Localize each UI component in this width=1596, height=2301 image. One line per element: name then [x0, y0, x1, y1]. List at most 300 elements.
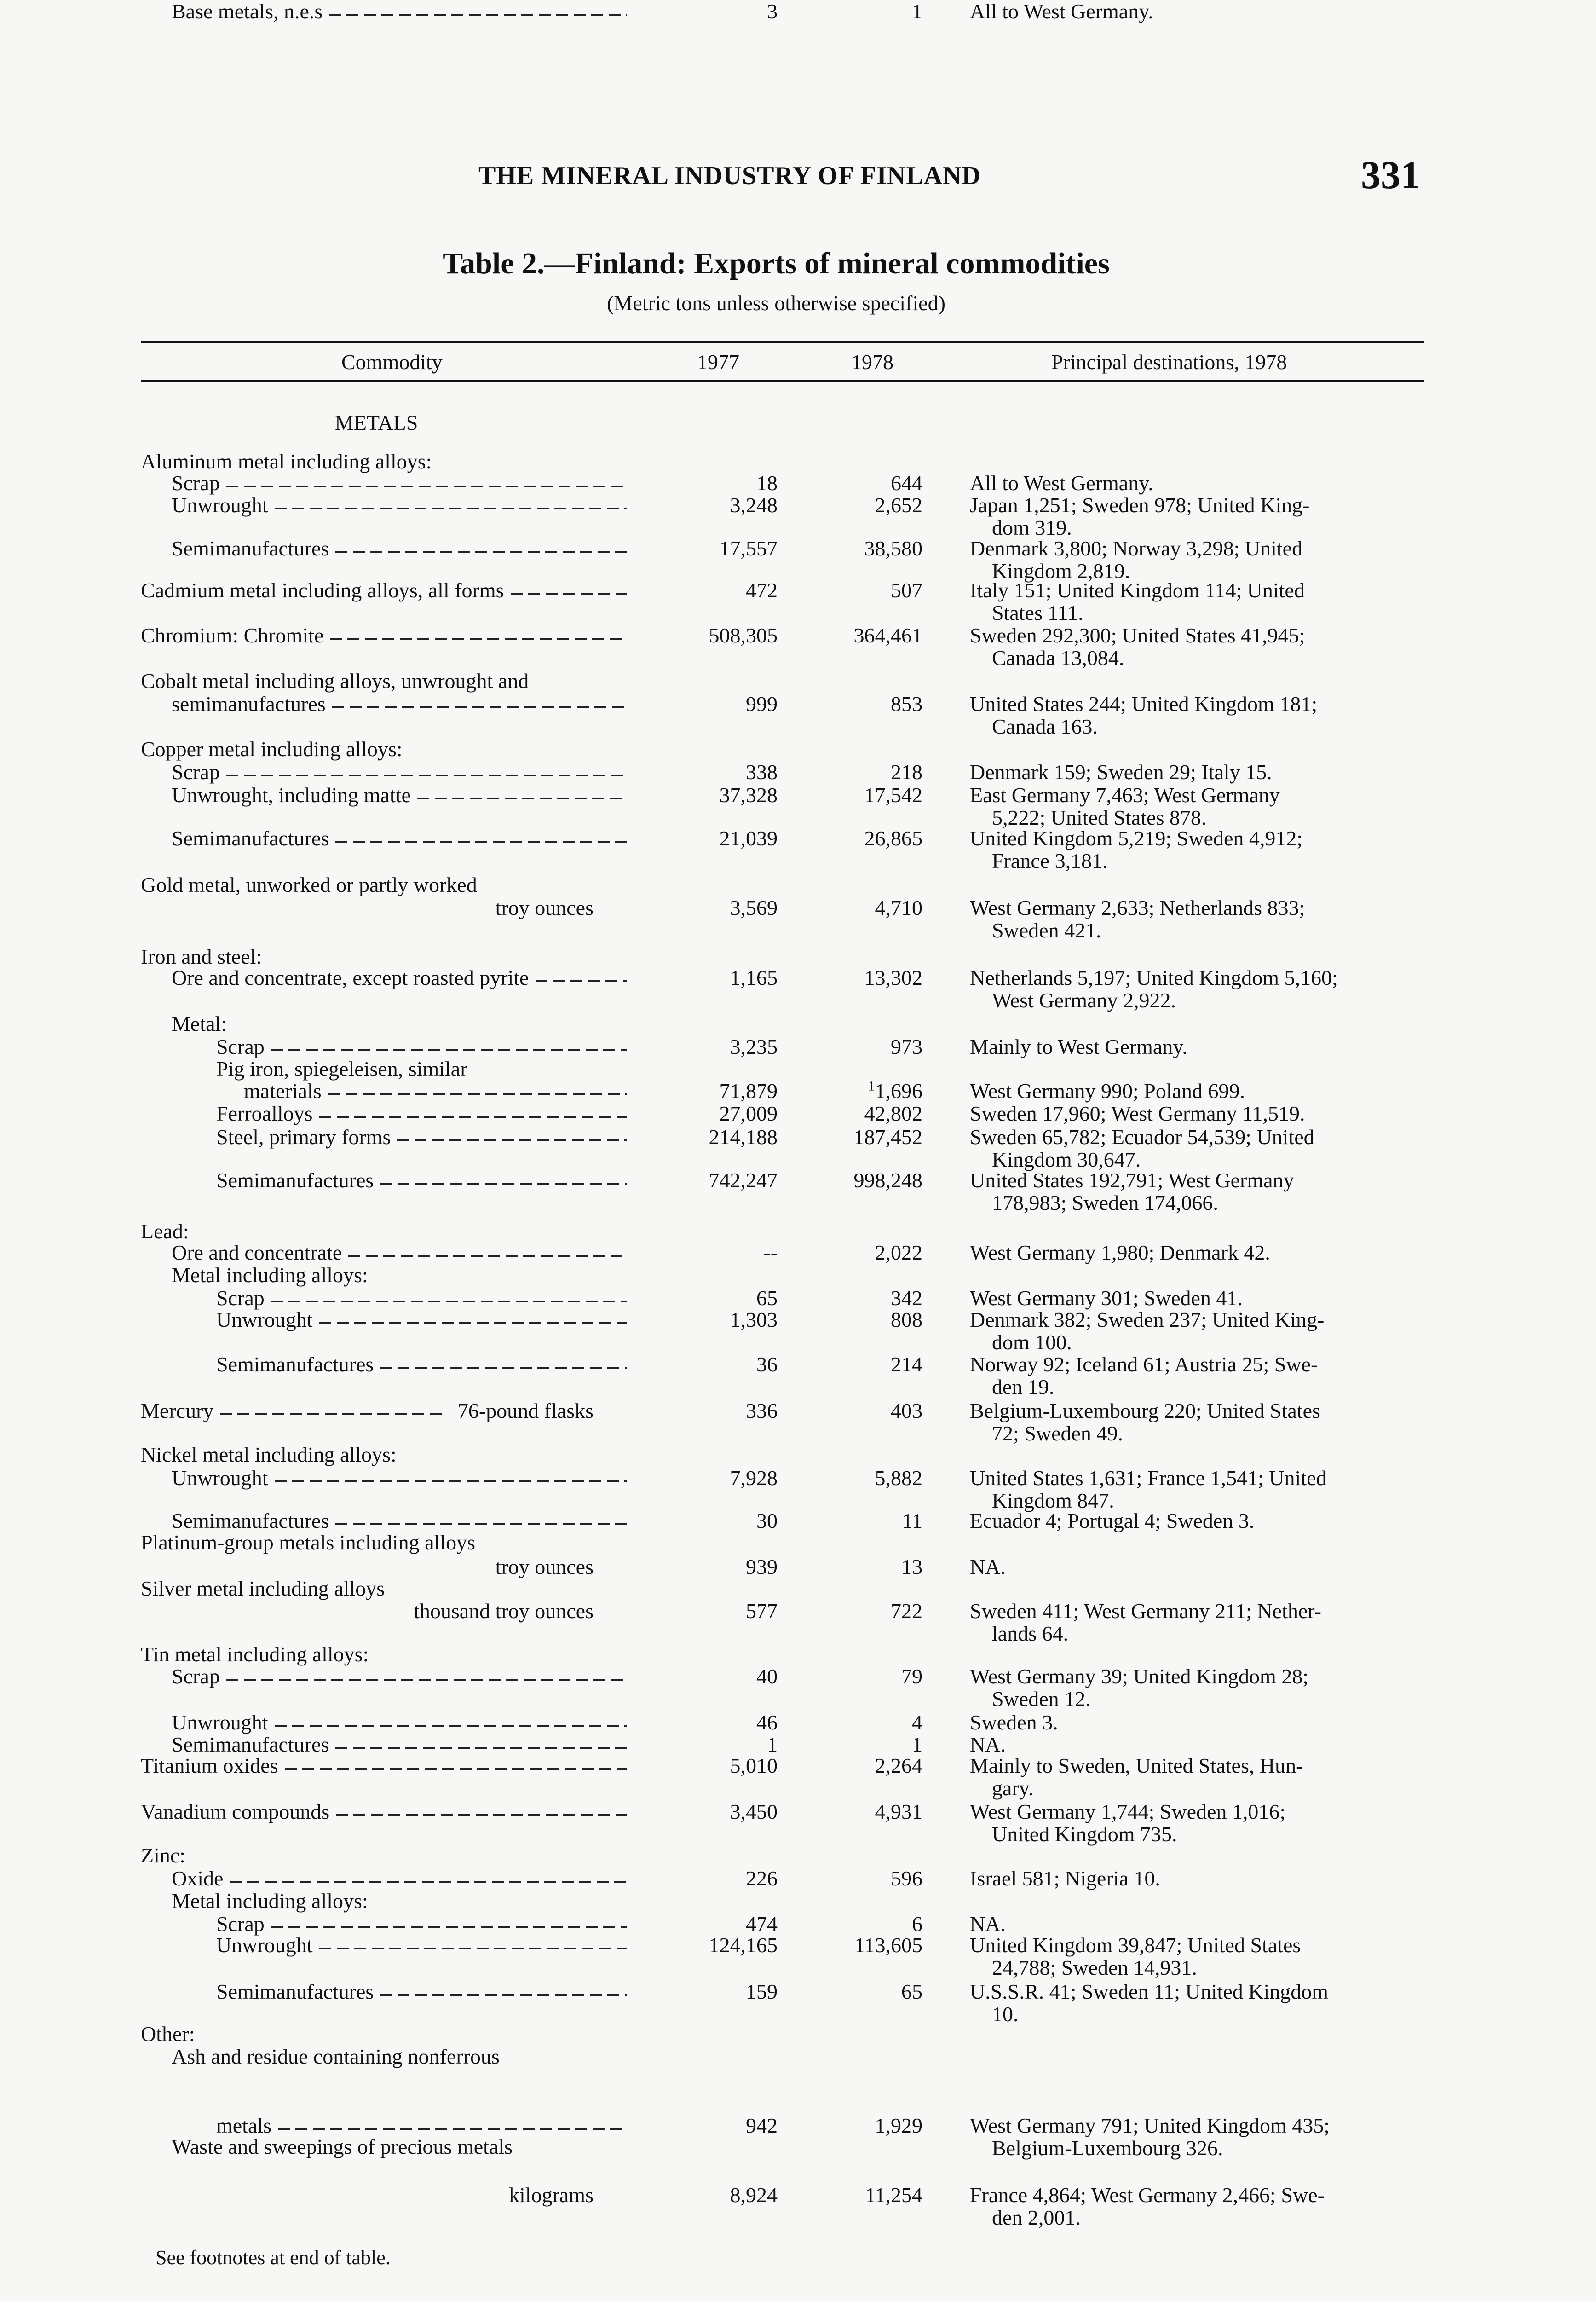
commodity-label	[172, 1890, 368, 1913]
commodity-text: Base metals, n.e.s	[172, 0, 323, 23]
table-row	[0, 1665, 1596, 1711]
destinations-line: West Germany 1,744; Sweden 1,016;	[970, 1800, 1286, 1823]
commodity-label	[141, 873, 477, 896]
table-row	[0, 1599, 1596, 1645]
unit-label: thousand troy ounces	[414, 1599, 593, 1623]
commodity-label	[172, 966, 627, 989]
value-1978: 808	[891, 1308, 922, 1331]
commodity-label	[172, 1665, 627, 1688]
value-1977: 338	[746, 760, 778, 784]
commodity-text: materials	[244, 1079, 322, 1103]
destinations-cell	[970, 1467, 1421, 1512]
destinations-line: 178,983; Sweden 174,066.	[992, 1191, 1218, 1214]
commodity-text: Iron and steel:	[141, 945, 262, 968]
commodity-label	[216, 1102, 627, 1125]
value-1977: 1,165	[730, 966, 778, 989]
table-row	[0, 1933, 1596, 1979]
commodity-text: Unwrought	[172, 493, 268, 517]
commodity-label	[141, 624, 627, 647]
value-1977: 5,010	[730, 1754, 778, 1777]
destinations-cell	[970, 1169, 1421, 1214]
leader-dots	[271, 1049, 627, 1051]
value-1977: 3,248	[730, 493, 778, 517]
value-1978: 6	[912, 1912, 922, 1936]
value-1978: 13	[901, 1555, 922, 1578]
commodity-text: semimanufactures	[172, 692, 326, 716]
value-1977: 336	[746, 1399, 778, 1422]
destinations-line: Mainly to West Germany.	[970, 1035, 1187, 1058]
leader-dots	[271, 1926, 627, 1928]
destinations-line: Sweden 292,300; United States 41,945;	[970, 624, 1305, 647]
value-1977: 474	[746, 1912, 778, 1936]
commodity-text: metals	[216, 2114, 272, 2137]
leader-dots	[275, 508, 627, 509]
destinations-line: Kingdom 847.	[992, 1489, 1114, 1512]
leader-dots	[271, 1301, 627, 1302]
leader-dots	[335, 551, 627, 553]
value-1978: 1	[912, 0, 922, 23]
destinations-line: West Germany 39; United Kingdom 28;	[970, 1665, 1309, 1688]
destinations-cell	[970, 1080, 1421, 1102]
commodity-label	[141, 1443, 397, 1466]
leader-dots	[220, 1413, 444, 1415]
commodity-text: Unwrought	[216, 1933, 313, 1957]
commodity-label	[172, 1467, 627, 1490]
destinations-line: dom 100.	[992, 1330, 1072, 1354]
destinations-line: Kingdom 30,647.	[992, 1148, 1141, 1171]
destinations-line: West Germany 2,633; Netherlands 833;	[970, 896, 1305, 919]
value-1978: 507	[891, 578, 922, 602]
unit-label: troy ounces	[495, 896, 593, 919]
destinations-line: United States 1,631; France 1,541; United	[970, 1466, 1327, 1490]
commodity-label	[172, 472, 627, 495]
commodity-text: Nickel metal including alloys:	[141, 1443, 397, 1466]
destinations-cell	[970, 494, 1421, 539]
running-head: THE MINERAL INDUSTRY OF FINLAND	[478, 162, 981, 190]
commodity-text: Semimanufactures	[216, 1168, 374, 1192]
destinations-cell	[970, 1711, 1421, 1734]
destinations-cell	[970, 827, 1421, 872]
value-1977: 30	[756, 1509, 778, 1532]
destinations-line: 10.	[992, 2002, 1019, 2026]
value-1977: 7,928	[730, 1466, 778, 1490]
commodity-text: Ash and residue containing nonferrous	[172, 2045, 500, 2068]
commodity-text: Semimanufactures	[216, 1353, 374, 1376]
value-1977: 3,235	[730, 1035, 778, 1058]
commodity-text: Copper metal including alloys:	[141, 737, 403, 761]
commodity-text: Other:	[141, 2022, 195, 2046]
value-1978: 218	[891, 760, 922, 784]
destinations-cell	[970, 1287, 1421, 1309]
destinations-line: 24,788; Sweden 14,931.	[992, 1956, 1197, 1979]
commodity-text: Semimanufactures	[216, 1980, 374, 2003]
value-1978: 4	[912, 1711, 922, 1734]
commodity-text: Semimanufactures	[172, 1509, 329, 1532]
commodity-label	[172, 784, 627, 807]
commodity-text: Scrap	[216, 1286, 265, 1310]
destinations-line: Sweden 65,782; Ecuador 54,539; United	[970, 1125, 1314, 1149]
commodity-label	[216, 1308, 627, 1331]
value-1977: 36	[756, 1353, 778, 1376]
destinations-line: East Germany 7,463; West Germany	[970, 783, 1280, 807]
commodity-text: Unwrought	[172, 1466, 268, 1490]
table-row	[0, 1577, 1596, 1603]
destinations-line: Mainly to Sweden, United States, Hun-	[970, 1754, 1303, 1777]
footnote: See footnotes at end of table.	[156, 2246, 391, 2269]
destinations-line: United Kingdom 735.	[992, 1822, 1177, 1846]
destinations-line: United Kingdom 5,219; Sweden 4,912;	[970, 827, 1303, 850]
leader-dots	[328, 1093, 627, 1095]
destinations-line: 72; Sweden 49.	[992, 1422, 1123, 1445]
table-row	[0, 1264, 1596, 1289]
commodity-label	[141, 1577, 385, 1600]
leader-dots	[536, 980, 627, 982]
commodity-label	[172, 1867, 627, 1890]
destinations-line: West Germany 791; United Kingdom 435;	[970, 2114, 1330, 2137]
destinations-line: United States 244; United Kingdom 181;	[970, 692, 1318, 716]
leader-dots	[380, 1183, 627, 1185]
table-row	[0, 1012, 1596, 1038]
destinations-line: Sweden 17,960; West Germany 11,519.	[970, 1102, 1305, 1125]
leader-dots	[275, 1480, 627, 1482]
destinations-line: All to West Germany.	[970, 0, 1153, 23]
destinations-cell	[970, 1102, 1421, 1125]
leader-dots	[319, 1322, 627, 1324]
value-1977: 46	[756, 1711, 778, 1734]
table-row	[0, 692, 1596, 738]
commodity-text: Zinc:	[141, 1844, 186, 1867]
value-1977: 1	[767, 1733, 778, 1756]
commodity-text: Semimanufactures	[172, 537, 329, 560]
commodity-label	[216, 1980, 627, 2003]
destinations-line: France 3,181.	[992, 849, 1108, 873]
leader-dots	[226, 775, 627, 776]
unit-label: kilograms	[509, 2183, 593, 2207]
value-1978: 1,929	[875, 2114, 922, 2137]
commodity-label	[141, 1844, 185, 1867]
table-row	[0, 2045, 1596, 2071]
table-row	[0, 537, 1596, 583]
value-1978: 1	[912, 1733, 922, 1756]
leader-dots	[226, 486, 627, 487]
commodity-label	[172, 1012, 227, 1035]
value-1978	[789, 1080, 922, 1103]
table-row	[0, 783, 1596, 829]
leader-dots	[319, 1948, 627, 1949]
column-header-commodity: Commodity	[341, 350, 443, 374]
destinations-line: Ecuador 4; Portugal 4; Sweden 3.	[970, 1509, 1255, 1532]
value-1977: 8,924	[730, 2183, 778, 2207]
value-1978: 13,302	[864, 966, 922, 989]
commodity-label	[141, 1220, 189, 1243]
destinations-line: gary.	[992, 1776, 1034, 1800]
destinations-cell	[970, 693, 1421, 738]
commodity-label	[172, 2135, 513, 2158]
commodity-label	[216, 1169, 627, 1192]
destinations-line: Netherlands 5,197; United Kingdom 5,160;	[970, 966, 1338, 989]
leader-dots	[335, 1747, 627, 1749]
commodity-text: Tin metal including alloys:	[141, 1642, 369, 1666]
value-1977: 27,009	[719, 1102, 778, 1125]
value-1978: 42,802	[864, 1102, 922, 1125]
value-1978: 644	[891, 471, 922, 495]
commodity-text: Unwrought	[216, 1308, 313, 1331]
destinations-line: Belgium-Luxembourg 220; United States	[970, 1399, 1320, 1422]
commodity-label	[141, 1754, 627, 1777]
table-row	[0, 1754, 1596, 1800]
value-1978: 722	[891, 1599, 922, 1623]
value-1977: 40	[756, 1665, 778, 1688]
destinations-line: Sweden 411; West Germany 211; Nether-	[970, 1599, 1321, 1623]
value-1977: 17,557	[719, 537, 778, 560]
table-row	[0, 1800, 1596, 1846]
value-1978: 2,022	[875, 1241, 922, 1264]
commodity-label	[216, 1126, 627, 1149]
page-number: 331	[1361, 153, 1420, 197]
value-1977: 3,450	[730, 1800, 778, 1823]
commodity-label	[141, 450, 432, 473]
value-1978: 11	[902, 1509, 922, 1532]
commodity-label	[141, 1643, 369, 1666]
value-1978: 38,580	[864, 537, 922, 560]
table-row	[0, 1308, 1596, 1354]
table-row	[0, 578, 1596, 624]
commodity-text: Mercury	[141, 1399, 214, 1422]
commodity-text: Scrap	[216, 1035, 265, 1058]
value-1977: 226	[746, 1867, 778, 1890]
leader-dots	[226, 1679, 627, 1681]
destinations-line: All to West Germany.	[970, 471, 1153, 495]
destinations-line: Japan 1,251; Sweden 978; United King-	[970, 493, 1310, 517]
table-row	[0, 1353, 1596, 1399]
leader-dots	[380, 1367, 627, 1369]
commodity-label	[216, 1353, 627, 1376]
commodity-label	[172, 0, 627, 23]
leader-dots	[230, 1881, 627, 1883]
table-row	[0, 1890, 1596, 1915]
commodity-text: Steel, primary forms	[216, 1125, 391, 1149]
destinations-line: Norway 92; Iceland 61; Austria 25; Swe-	[970, 1353, 1318, 1376]
leader-dots	[336, 1814, 627, 1816]
commodity-label	[172, 1711, 627, 1734]
commodity-label	[172, 761, 627, 784]
table-row	[0, 2183, 1596, 2229]
commodity-text: Oxide	[172, 1867, 224, 1890]
table-row	[0, 1844, 1596, 1870]
commodity-text: Semimanufactures	[172, 1733, 329, 1756]
table-row	[0, 1443, 1596, 1469]
unit-label: 76-pound flasks	[457, 1399, 593, 1422]
commodity-text: Ore and concentrate	[172, 1241, 342, 1264]
unit-label: troy ounces	[495, 1555, 593, 1578]
destinations-cell	[970, 784, 1421, 829]
destinations-cell	[970, 2184, 1421, 2229]
value-1977: 18	[756, 471, 778, 495]
table-row	[0, 1531, 1596, 1557]
destinations-line: Kingdom 2,819.	[992, 559, 1130, 583]
destinations-line: Denmark 382; Sweden 237; United King-	[970, 1308, 1325, 1331]
destinations-cell	[970, 1509, 1421, 1532]
commodity-label	[172, 1733, 627, 1756]
value-1977: 939	[746, 1555, 778, 1578]
value-1977: 65	[756, 1286, 778, 1310]
value-1977: 742,247	[709, 1168, 778, 1192]
value-1978: 79	[901, 1665, 922, 1688]
leader-dots	[397, 1139, 627, 1141]
value-1978: 113,605	[854, 1933, 922, 1957]
value-1978: 65	[901, 1980, 922, 2003]
commodity-text: Silver metal including alloys	[141, 1577, 385, 1600]
value-1978: 17,542	[864, 783, 922, 807]
commodity-label	[216, 1035, 627, 1058]
destinations-cell	[970, 1800, 1421, 1845]
destinations-cell	[970, 1754, 1421, 1799]
destinations-line: West Germany 990; Poland 699.	[970, 1079, 1245, 1103]
commodity-label	[216, 1913, 627, 1936]
destinations-cell	[970, 966, 1421, 1012]
destinations-line: Israel 581; Nigeria 10.	[970, 1867, 1160, 1890]
value-1978: 342	[891, 1286, 922, 1310]
table-row	[0, 896, 1596, 942]
value-1977: 1,303	[730, 1308, 778, 1331]
column-header-destinations: Principal destinations, 1978	[1051, 350, 1287, 374]
destinations-line: Denmark 159; Sweden 29; Italy 15.	[970, 760, 1272, 784]
commodity-label	[216, 2114, 627, 2137]
leader-dots	[335, 1523, 627, 1525]
destinations-line: den 2,001.	[992, 2206, 1081, 2229]
value-1978: 2,264	[875, 1754, 922, 1777]
commodity-text: Aluminum metal including alloys:	[141, 450, 432, 473]
table-row	[0, 738, 1596, 763]
destinations-cell	[970, 579, 1421, 624]
commodity-text: Scrap	[172, 760, 220, 784]
destinations-cell	[970, 1126, 1421, 1171]
leader-dots	[380, 1994, 627, 1996]
commodity-label	[141, 1800, 627, 1823]
commodity-label	[244, 1080, 627, 1103]
table-row	[0, 1125, 1596, 1171]
column-header-1978: 1978	[851, 350, 893, 374]
commodity-text: Ore and concentrate, except roasted pyrite	[172, 966, 529, 989]
destinations-cell	[970, 761, 1421, 783]
commodity-text: Scrap	[172, 471, 220, 495]
destinations-line: dom 319.	[992, 516, 1072, 539]
commodity-label	[172, 494, 627, 517]
commodity-text: Metal including alloys:	[172, 1263, 368, 1287]
leader-dots	[348, 1255, 627, 1257]
table-row	[0, 1102, 1596, 1128]
value-1977: 37,328	[719, 783, 778, 807]
commodity-label	[141, 945, 262, 968]
destinations-cell	[970, 1980, 1421, 2025]
destinations-cell	[970, 624, 1421, 669]
commodity-text: Semimanufactures	[172, 827, 329, 850]
destinations-cell	[970, 1353, 1421, 1398]
destinations-line: France 4,864; West Germany 2,466; Swe-	[970, 2183, 1325, 2207]
commodity-label	[172, 1241, 627, 1264]
commodity-text: Titanium oxides	[141, 1754, 278, 1777]
value-1978: 4,931	[875, 1800, 922, 1823]
destinations-line: 5,222; United States 878.	[992, 806, 1207, 829]
value-1977: 71,879	[719, 1079, 778, 1103]
destinations-line: Italy 151; United Kingdom 114; United	[970, 578, 1305, 602]
leader-dots	[275, 1725, 627, 1727]
value-1977: 577	[746, 1599, 778, 1623]
table-row	[0, 493, 1596, 539]
value-1977: 942	[746, 2114, 778, 2137]
value-1977: 159	[746, 1980, 778, 2003]
leader-dots	[329, 14, 627, 16]
commodity-text: Unwrought, including matte	[172, 783, 411, 807]
table-subtitle-text: (Metric tons unless otherwise specified)	[607, 291, 945, 315]
value-1978: 998,248	[853, 1168, 922, 1192]
table-row	[0, 873, 1596, 899]
commodity-text: Cobalt metal including alloys, unwrought and	[141, 669, 529, 693]
destinations-cell	[970, 1241, 1421, 1264]
commodity-text: Vanadium compounds	[141, 1800, 330, 1823]
leader-dots	[285, 1768, 627, 1770]
destinations-cell	[970, 896, 1421, 942]
value-1977: 214,188	[709, 1125, 778, 1149]
section-heading: METALS	[335, 411, 418, 434]
commodity-label	[172, 2045, 500, 2068]
destinations-cell	[970, 0, 1421, 23]
destinations-cell	[970, 1733, 1421, 1756]
destinations-line: Denmark 3,800; Norway 3,298; United	[970, 537, 1303, 560]
commodity-text: Waste and sweepings of precious metals	[172, 2135, 513, 2158]
destinations-line: Canada 163.	[992, 715, 1098, 738]
destinations-line: United Kingdom 39,847; United States	[970, 1933, 1301, 1957]
value-1978: 187,452	[853, 1125, 922, 1149]
commodity-label	[172, 1264, 368, 1287]
column-header-1977: 1977	[697, 350, 739, 374]
commodity-text: Pig iron, spiegeleisen, similar	[216, 1057, 467, 1081]
destinations-line: West Germany 301; Sweden 41.	[970, 1286, 1243, 1310]
value-1977: 124,165	[709, 1933, 778, 1957]
destinations-cell	[970, 537, 1421, 582]
commodity-label	[141, 579, 627, 602]
commodity-label	[172, 1509, 627, 1532]
leader-dots	[511, 593, 627, 595]
commodity-label	[216, 1287, 627, 1310]
commodity-text: Gold metal, unworked or partly worked	[141, 873, 477, 896]
commodity-label	[216, 1058, 467, 1081]
value-1978: 2,652	[875, 493, 922, 517]
leader-dots	[417, 798, 627, 799]
leader-dots	[332, 706, 627, 708]
table-row	[0, 624, 1596, 670]
commodity-text: Lead:	[141, 1220, 189, 1243]
table-row	[0, 827, 1596, 873]
commodity-label	[141, 1531, 475, 1554]
commodity-label	[141, 738, 403, 761]
value-1977: 472	[746, 578, 778, 602]
commodity-text: Scrap	[172, 1665, 220, 1688]
table-row	[0, 1466, 1596, 1512]
value-1977: 999	[746, 692, 778, 716]
table-row	[0, 966, 1596, 1012]
destinations-line: Canada 13,084.	[992, 646, 1124, 670]
value-1977: 508,305	[709, 624, 778, 647]
table-row	[0, 2135, 1596, 2161]
table-row	[0, 1168, 1596, 1214]
destinations-cell	[970, 1934, 1421, 1979]
destinations-cell	[970, 472, 1421, 494]
commodity-text: Cadmium metal including alloys, all forms	[141, 578, 504, 602]
leader-dots	[319, 1116, 627, 1118]
commodity-text: Metal:	[172, 1012, 227, 1035]
value-1977: 3,569	[730, 896, 778, 919]
